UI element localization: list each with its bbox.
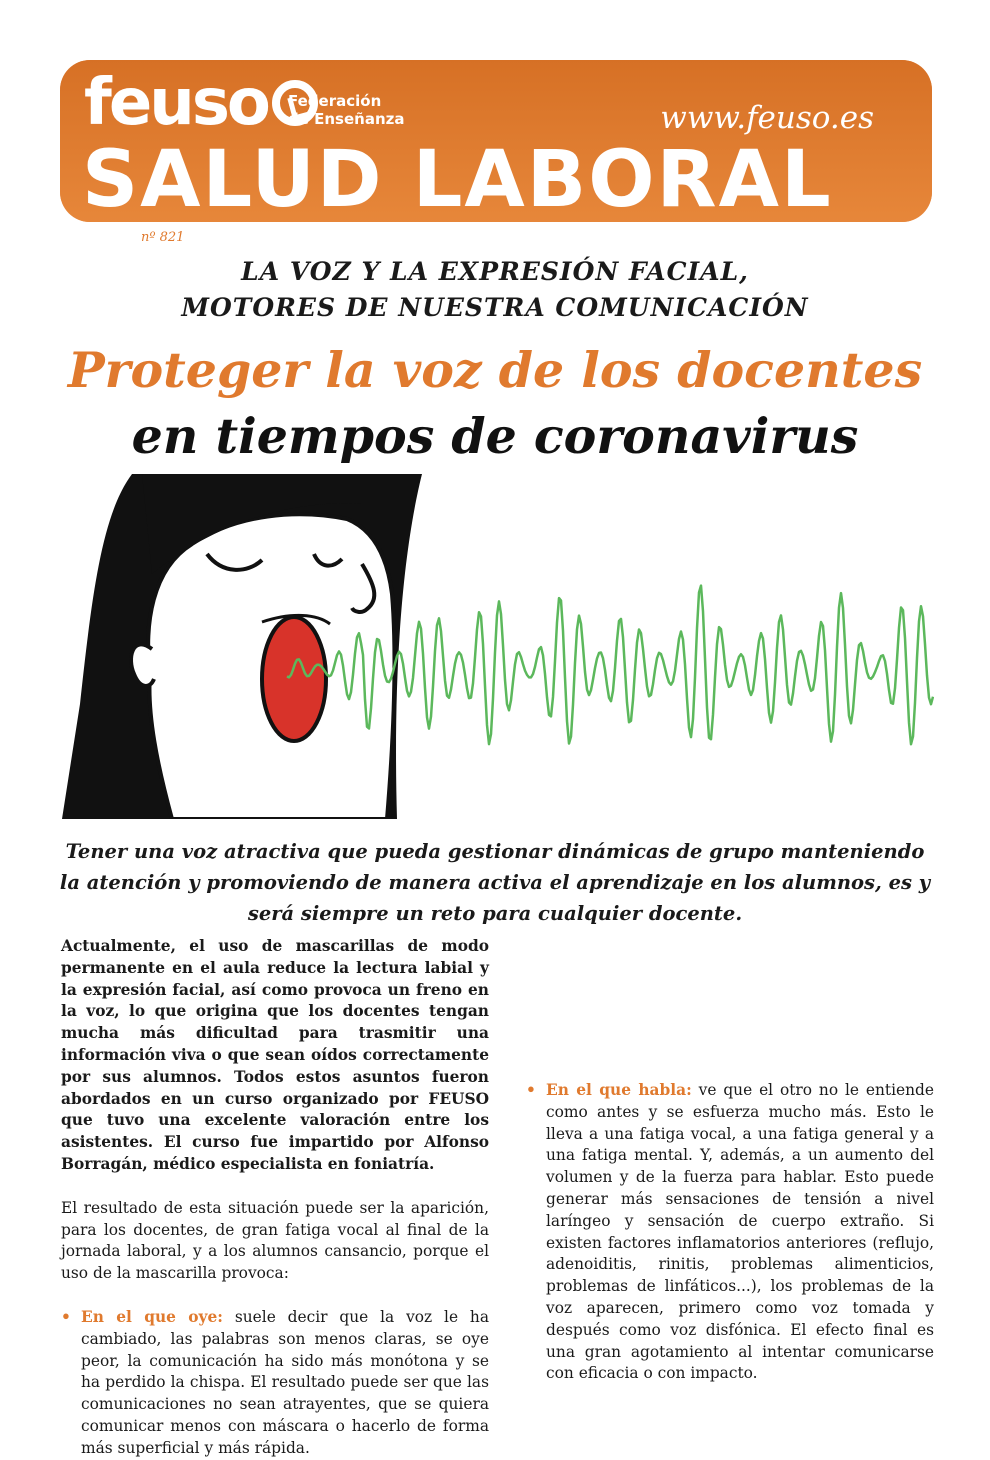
speaking-woman-illustration [62,474,934,819]
organization-name [288,92,405,128]
lead-line-3: será siempre un reto para cualquier docente. [247,902,743,925]
kicker-line-1: LA VOZ Y LA EXPRESIÓN FACIAL, [241,257,749,286]
bullet-speaker [526,1080,934,1385]
issue-number: nº 821 [141,230,185,245]
section-title: SALUD LABORAL [82,135,833,225]
lead-line-2: la atención y promoviendo de manera activa el aprendizaje en los alumnos, es y [59,871,931,894]
open-mouth [262,617,326,741]
kicker [0,254,990,326]
bullet-listener-text: suele decir que la voz le ha cambiado, las palabras son menos claras, se oye peor, la comunicación ha sido más monótona y se ha perdido la chispa. El resultado puede ser que las comunicaciones no sean atrayentes, que se quiera comunicar menos con máscara o hacerlo de forma más superficial y más rápida. [81,1307,489,1457]
feuso-logo[interactable] [84,68,318,138]
org-line-1: Federación [288,92,382,110]
headline-black: en tiempos de coronavirus [131,407,859,465]
logo-wordmark: feuso [84,66,268,140]
lead-paragraph [48,836,942,929]
body-column-left [61,936,489,1460]
lead-line-1: Tener una voz atractiva que pueda gestionar dinámicas de grupo manteniendo [65,840,925,863]
intro-paragraph: Actualmente, el uso de mascarillas de modo permanente en el aula reduce la lectura labial y la expresión facial, así como provoca un freno en la voz, lo que origina que los docentes tengan mucha más dificultad para trasmitir una información viva o que sean oídos correctamente por sus alumnos. Todos estos asuntos fueron abordados en un curso organizado por FEUSO que tuvo una excelente valoración entre los asistentes. El curso fue impartido por Alfonso Borragán, médico especialista en foniatría. [61,937,489,1173]
bullet-speaker-text: ve que el otro no le entiende como antes y se esfuerza mucho más. Esto le lleva a una fatiga vocal, a una fatiga general y a una fatiga mental. Y, además, a un aumento del volumen y de la fuerza para hablar. Esto puede generar más sensaciones de tensión a nivel laríngeo y sensación de cuerpo extraño. Si existen factores inflamatorios anteriores (reflujo, adenoiditis, rinitis, problemas alimenticios, problemas de linfáticos...), los problemas de la voz aparecen, primero como voz tomada y después como voz disfónica. El efecto final es una gran agotamiento al intentar comunicarse con eficacia o con impacto. [546,1081,934,1383]
bullet-listener [61,1307,489,1460]
bullet-dot-icon: • [526,1081,536,1099]
bullet-listener-label: En el que oye: [81,1307,223,1326]
bullet-dot-icon: • [61,1307,71,1326]
bullet-speaker-label: En el que habla: [546,1081,692,1099]
headline-orange: Proteger la voz de los docentes [67,341,923,399]
org-line-2: de Enseñanza [288,110,405,128]
kicker-line-2: MOTORES DE NUESTRA COMUNICACIÓN [181,293,809,322]
website-link[interactable]: www.feuso.es [660,100,874,136]
body-paragraph-2: El resultado de esta situación puede ser la aparición, para los docentes, de gran fatiga vocal al final de la jornada laboral, y a los alumnos cansancio, porque el uso de la mascarilla provoca: [61,1198,489,1283]
body-column-right [526,936,934,1385]
